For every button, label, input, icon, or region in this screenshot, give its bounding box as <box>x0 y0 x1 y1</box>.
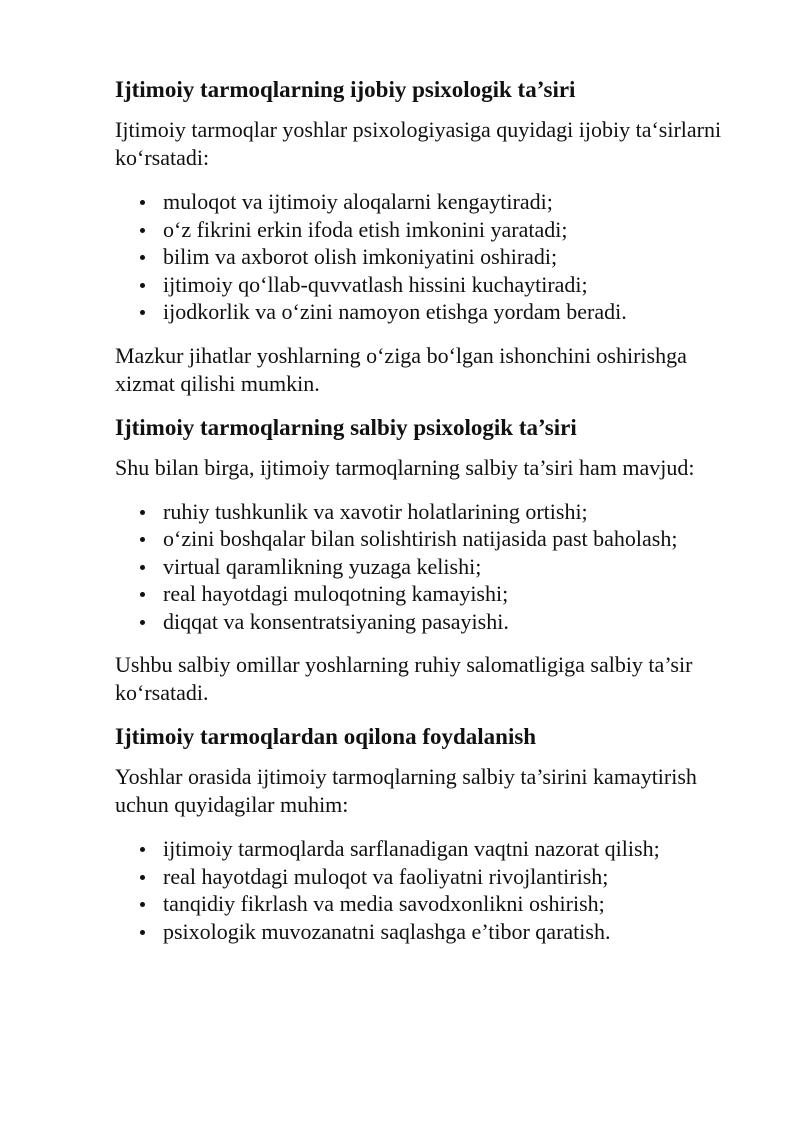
list-item: ijtimoiy qo‘llab-quvvatlash hissini kuchaytiradi; <box>115 271 740 299</box>
section-heading: Ijtimoiy tarmoqlardan oqilona foydalanish <box>115 724 537 749</box>
list-item: o‘z fikrini erkin ifoda etish imkonini yaratadi; <box>115 216 740 244</box>
bullet-icon <box>140 255 145 260</box>
list-item: bilim va axborot olish imkoniyatini oshiradi; <box>115 243 740 271</box>
list-item: muloqot va ijtimoiy aloqalarni kengaytiradi; <box>115 188 740 216</box>
bullet-icon <box>140 228 145 233</box>
list-item: ruhiy tushkunlik va xavotir holatlarining ortishi; <box>115 498 740 526</box>
bullet-icon <box>140 875 145 880</box>
list-item: psixologik muvozanatni saqlashga e’tibor qaratish. <box>115 918 740 946</box>
section-heading: Ijtimoiy tarmoqlarning ijobiy psixologik ta’siri <box>115 77 576 102</box>
bullet-icon <box>140 310 145 315</box>
list-item: virtual qaramlikning yuzaga kelishi; <box>115 553 740 581</box>
list-item: ijodkorlik va o‘zini namoyon etishga yordam beradi. <box>115 298 740 326</box>
section-intro: Ijtimoiy tarmoqlar yoshlar psixologiyasiga quyidagi ijobiy ta‘sirlarni ko‘rsatadi: <box>115 117 722 170</box>
bullet-icon <box>140 620 145 625</box>
list-item: tanqidiy fikrlash va media savodxonlikni oshirish; <box>115 890 740 918</box>
bullet-icon <box>140 537 145 542</box>
list-item: real hayotdagi muloqot va faoliyatni rivojlantirish; <box>115 863 740 891</box>
section-wise-usage <box>115 723 740 945</box>
list-item: ijtimoiy tarmoqlarda sarflanadigan vaqtni nazorat qilish; <box>115 835 740 863</box>
section-intro: Shu bilan birga, ijtimoiy tarmoqlarning salbiy ta’siri ham mavjud: <box>115 454 695 480</box>
bullet-list <box>115 835 740 945</box>
section-heading: Ijtimoiy tarmoqlarning salbiy psixologik ta’siri <box>115 414 577 440</box>
bullet-icon <box>140 283 145 288</box>
bullet-icon <box>140 930 145 935</box>
bullet-list <box>115 188 740 326</box>
section-positive-impact <box>115 76 740 398</box>
section-conclusion: Mazkur jihatlar yoshlarning o‘ziga bo‘lgan ishonchini oshirishga xizmat qilishi mumkin. <box>115 342 687 396</box>
list-item: real hayotdagi muloqotning kamayishi; <box>115 580 740 608</box>
bullet-icon <box>140 200 145 205</box>
bullet-icon <box>140 565 145 570</box>
bullet-icon <box>140 592 145 597</box>
bullet-icon <box>140 847 145 852</box>
section-intro: Yoshlar orasida ijtimoiy tarmoqlarning salbiy ta’sirini kamaytirish uchun quyidagilar muhim: <box>115 764 697 817</box>
section-negative-impact <box>115 414 740 708</box>
bullet-icon <box>140 902 145 907</box>
bullet-icon <box>140 510 145 515</box>
list-item: o‘zini boshqalar bilan solishtirish natijasida past baholash; <box>115 525 740 553</box>
section-conclusion: Ushbu salbiy omillar yoshlarning ruhiy salomatligiga salbiy ta’sir ko‘rsatadi. <box>115 652 693 705</box>
list-item: diqqat va konsentratsiyaning pasayishi. <box>115 608 740 636</box>
bullet-list <box>115 498 740 636</box>
